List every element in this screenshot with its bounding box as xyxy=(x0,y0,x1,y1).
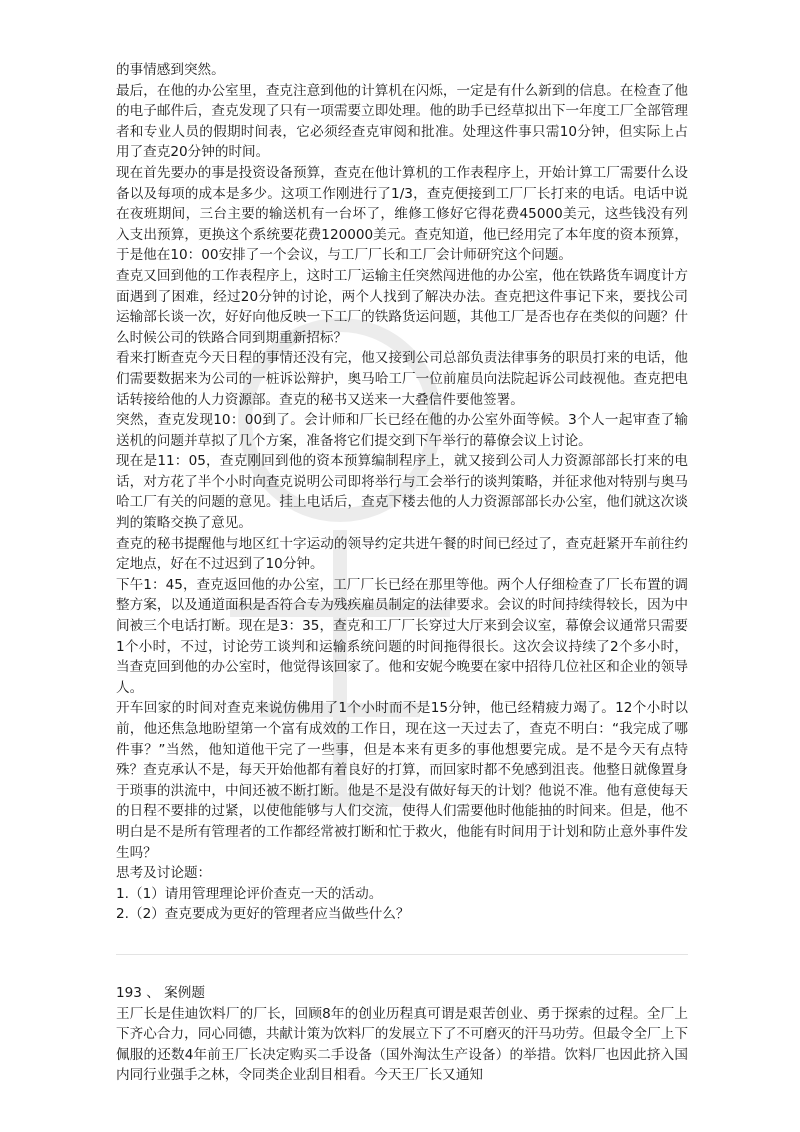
paragraph-legal: 看来打断查克今天日程的事情还没有完，他又接到公司总部负责法律事务的职员打来的电话，他们需要数据来为公司的一桩诉讼辩护，奥马哈工厂一位前雇员向法院起诉公司歧视他。查克把电话转接给他的人力资源部。查克的秘书又送来一大叠信件要他签署。 xyxy=(116,350,688,408)
questions-heading: 思考及讨论题： xyxy=(116,865,212,882)
paragraph-lunch: 查克的秘书提醒他与地区红十字运动的领导约定共进午餐的时间已经过了，查克赶紧开车前往约定地点，好在不过迟到了10分钟。 xyxy=(116,535,688,573)
paragraph-continuation: 的事情感到突然。 xyxy=(116,62,225,78)
paragraph-budget: 现在首先要办的事是投资设备预算，查克在他计算机的工作表程序上，开始计算工厂需要什么设备以及每项的成本是多少。这项工作刚进行了1/3，查克便接到工厂厂长打来的电话。电话中说在夜班期间，三台主要的输送机有一台坏了，维修工修好它得花费45000美元，这些钱没有列入支出预算，更换这个系统要花费120000美元。查克知道，他已经用完了本年度的资本预算，于是他在10：00安排了一个会议，与工厂厂长和工厂会计师研究这个问题。 xyxy=(116,164,688,264)
paragraph-afternoon: 下午1：45，查克返回他的办公室，工厂厂长已经在那里等他。两个人仔细检查了厂长布置的调整方案，以及通道面积是否符合专为残疾雇员制定的法律要求。会议的时间持续得较长，因为中间被三个电话打断。现在是3：35，查克和工厂厂长穿过大厅来到会议室，幕僚会议通常只需要1个小时，不过，讨论劳工谈判和运输系统问题的时间拖得很长。这次会议持续了2个多小时，当查克回到他的办公室时，他觉得该回家了。他和安妮今晚要在家中招待几位社区和企业的领导人。 xyxy=(116,576,688,696)
question-1: 1.（1）请用管理理论评价查克一天的活动。 xyxy=(116,885,383,902)
document-page xyxy=(116,60,688,1086)
paragraph-hr-call: 现在是11：05，查克刚回到他的资本预算编制程序上，就又接到公司人力资源部部长打来的电话，对方花了半个小时向查克说明公司即将举行与工会举行的谈判策略，并征求他对特别与奥马哈工厂有关的问题的意见。挂上电话后，查克下楼去他的人力资源部部长办公室，他们就这次谈判的策略交换了意见。 xyxy=(116,453,688,532)
paragraph-transport: 查克又回到他的工作表程序上，这时工厂运输主任突然闯进他的办公室，他在铁路货车调度计方面遇到了困难，经过20分钟的讨论，两个人找到了解决办法。查克把这件事记下来，要找公司运输部长谈一次，好好向他反映一下工厂的铁路货运问题，其他工厂是否也存在类似的问题？什么时候公司的铁路合同到期重新招标？ xyxy=(116,267,688,346)
paragraph-case-intro: 王厂长是佳迪饮料厂的厂长，回顾8年的创业历程真可谓是艰苦创业、勇于探索的过程。全厂上下齐心合力，同心同德，共献计策为饮料厂的发展立下了不可磨灭的汗马功劳。但最令全厂上下佩服的还数4年前王厂长决定购买二手设备（国外淘汰生产设备）的举措。饮料厂也因此挤入国内同行业强手之林，令同类企业刮目相看。今天王厂长又通知 xyxy=(116,1005,688,1084)
section-divider xyxy=(116,954,688,955)
paragraph-email: 最后，在他的办公室里，查克注意到他的计算机在闪烁，一定是有什么新到的信息。在检查了他的电子邮件后，查克发现了只有一项需要立即处理。他的助手已经草拟出下一年度工厂全部管理者和专业人员的假期时间表，它必须经查克审阅和批准。处理这件事只需10分钟，但实际上占用了查克20分钟的时间。 xyxy=(116,82,688,161)
paragraph-drive-home: 开车回家的时间对查克来说仿佛用了1个小时而不是15分钟，他已经精疲力竭了。12个小时以前，他还焦急地盼望第一个富有成效的工作日，现在这一天过去了，查克不明白：“我完成了哪件事？”当然，他知道他干完了一些事，但是本来有更多的事他想要完成。是不是今天有点特殊？查克承认不是，每天开始他都有着良好的打算，而回家时都不免感到沮丧。他整日就像置身于琐事的洪流中，中间还被不断打断。他是不是没有做好每天的计划？他说不准。他有意使每天的日程不要排的过紧，以使他能够与人们交流，使得人们需要他时他能抽的时间来。但是，他不明白是不是所有管理者的工作都经常被打断和忙于救火，他能有时间用于计划和防止意外事件发生吗？ xyxy=(116,700,688,861)
question-2: 2.（2）查克要成为更好的管理者应当做些什么？ xyxy=(116,906,410,923)
section-heading: 193 、 案例题 xyxy=(116,984,205,1001)
paragraph-meeting-1000: 突然，查克发现10：00到了。会计师和厂长已经在他的办公室外面等候。3个人一起审查了输送机的问题并草拟了几个方案，准备将它们提交到下午举行的幕僚会议上讨论。 xyxy=(116,412,688,449)
